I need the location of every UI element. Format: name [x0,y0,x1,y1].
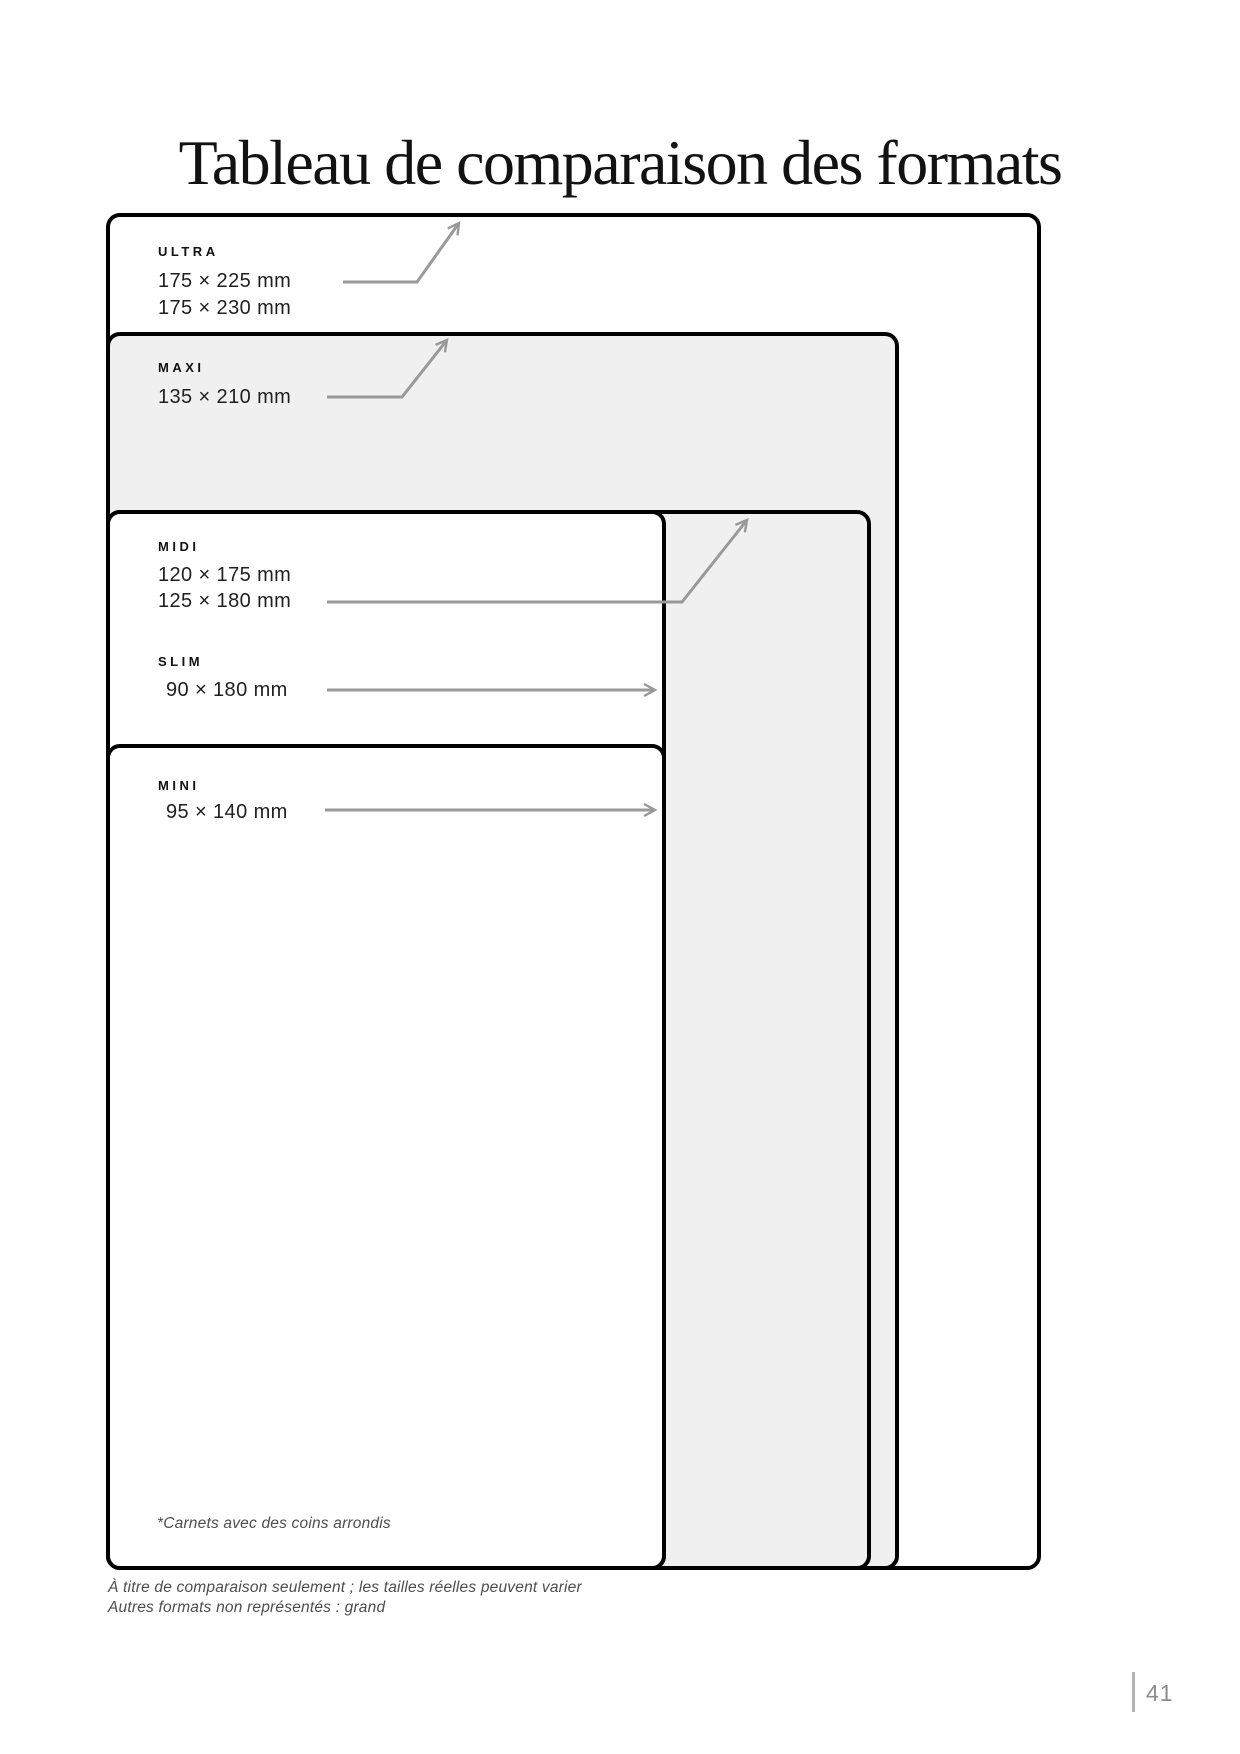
footnote-other-formats: Autres formats non représentés : grand [108,1599,386,1616]
format-size-ultra-1: 175 × 225 mm [158,270,292,292]
page-title: Tableau de comparaison des formats [178,126,1062,198]
footnote-comparison-only: À titre de comparaison seulement ; les tailles réelles peuvent varier [108,1579,582,1596]
format-size-mini-1: 95 × 140 mm [166,801,288,823]
page-number-divider [1132,1672,1135,1712]
format-size-maxi-1: 135 × 210 mm [158,386,292,408]
format-size-slim-1: 90 × 180 mm [166,679,288,701]
format-label-mini: MINI [158,778,200,793]
page-number: 41 [1146,1680,1174,1706]
format-label-midi: MIDI [158,539,200,554]
format-size-ultra-2: 175 × 230 mm [158,297,292,319]
format-label-slim: SLIM [158,654,204,669]
format-box-mini [106,744,666,1570]
format-label-maxi: MAXI [158,360,205,375]
footnote-rounded-corners: *Carnets avec des coins arrondis [157,1515,391,1532]
format-label-ultra: ULTRA [158,244,219,259]
format-size-midi-1: 120 × 175 mm [158,564,292,586]
format-size-midi-2: 125 × 180 mm [158,590,292,612]
